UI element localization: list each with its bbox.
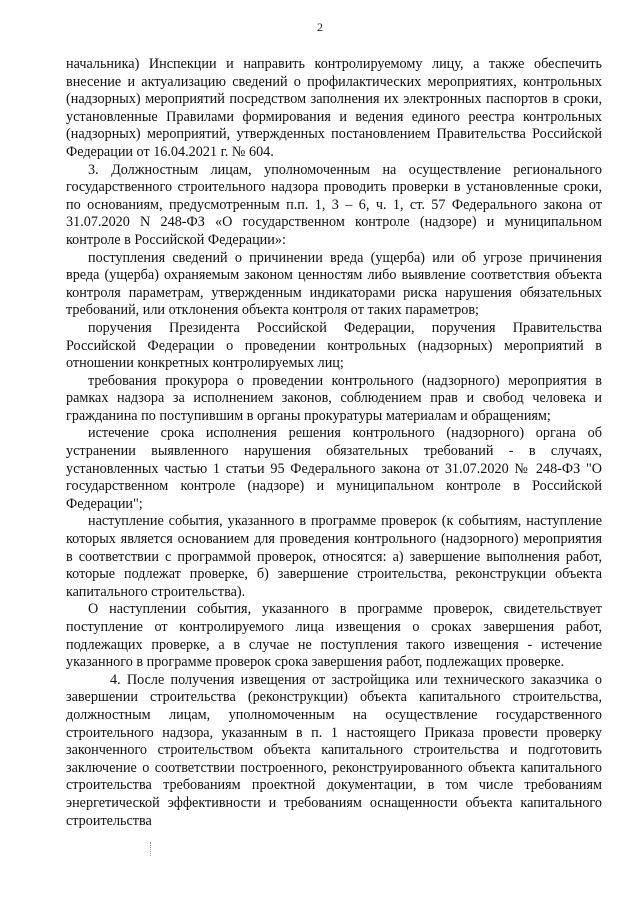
- scan-artifact: [150, 842, 154, 856]
- document-body: [66, 56, 602, 830]
- paragraph-ground-prosecutor: требования прокурора о проведении контрольного (надзорного) мероприятия в рамках надзора за исполнением законов, соблюдением прав и свобод человека и гражданина по поступившим в органы прокуратуры материалам и обращениям;: [66, 372, 602, 424]
- paragraph-item-4: 4. После получения извещения от застройщика или технического заказчика о завершении строительства (реконструкции) объекта капитального строительства, должностным лицам, уполномоченным на осуществление государственного строительного надзора, указанным в п. 1 настоящего Приказа провести проверку законченного строительством объекта капитального строительства и подготовить заключение о соответствии построенного, реконструированного объекта капитального строительства требованиям проектной документации, в том числе требованиям энергетической эффективности и требованиям оснащенности объекта капитального строительства: [66, 671, 602, 829]
- paragraph-ground-deadline: истечение срока исполнения решения контрольного (надзорного) органа об устранении выявленного нарушения обязательных требований - в случаях, установленных частью 1 статьи 95 Федерального закона от 31.07.2020 № 248-ФЗ "О государственном контроле (надзоре) и муниципальном контроле в Российской Федерации";: [66, 425, 602, 512]
- paragraph-event-notice: О наступлении события, указанного в программе проверок, свидетельствует поступление от контролируемого лица извещения о сроках завершения работ, подлежащих проверке, а в случае не поступления такого извещения - истечение указанного в программе проверок срока завершения работ, подлежащих проверке.: [66, 601, 602, 671]
- page-number: 2: [317, 20, 323, 34]
- paragraph-ground-president: поручения Президента Российской Федерации, поручения Правительства Российской Федерации о проведении контрольных (надзорных) мероприятий в отношении конкретных контролируемых лиц;: [66, 319, 602, 372]
- paragraph-item-3: 3. Должностным лицам, уполномоченным на осуществление регионального государственного строительного надзора проводить проверки в установленные сроки, по основаниям, предусмотренным п.п. 1, 3 – 6, ч. 1, ст. 57 Федерального закона от 31.07.2020 N 248-ФЗ «О государственном контроле (надзоре) и муниципальном контроле в Российской Федерации»:: [66, 161, 602, 248]
- paragraph-continuation: начальника) Инспекции и направить контролируемому лицу, а также обеспечить внесение и актуализацию сведений о профилактических мероприятиях, контрольных (надзорных) мероприятий посредством заполнения их электронных паспортов в сроки, установленные Правилами формирования и ведения единого реестра контрольных (надзорных) мероприятий, утвержденных постановлением Правительства Российской Федерации от 16.04.2021 г. № 604.: [66, 56, 602, 160]
- paragraph-ground-harm: поступления сведений о причинении вреда (ущерба) или об угрозе причинения вреда (ущерба) охраняемым законом ценностям либо выявление соответствия объекта контроля параметрам, утвержденным индикаторами риска нарушения обязательных требований, или отклонения объекта контроля от таких параметров;: [66, 249, 602, 319]
- paragraph-ground-event: наступление события, указанного в программе проверок (к событиям, наступление которых является основанием для проведения контрольного (надзорного) мероприятия в соответствии с программой проверок, относятся: а) завершение выполнения работ, которые подлежат проверке, б) завершение строительства, реконструкции объекта капитального строительства).: [66, 513, 602, 600]
